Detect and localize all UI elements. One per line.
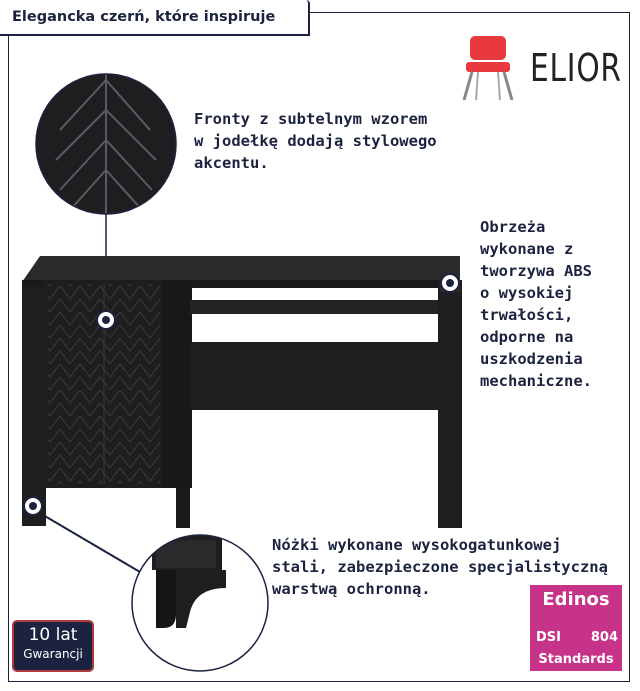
hotspot-edge[interactable] <box>441 274 459 292</box>
edinos-dsi: DSI <box>536 630 561 645</box>
hotspot-front[interactable] <box>97 311 115 329</box>
desk-image <box>22 256 462 528</box>
brand-logo: ELIOR <box>530 46 622 90</box>
page-title: Elegancka czerń, które inspiruje <box>12 9 276 25</box>
warranty-label: Gwarancji <box>23 647 83 661</box>
leg-zoom <box>130 534 270 674</box>
chair-icon <box>464 36 512 100</box>
feature-legs-text: Nóżki wykonane wysokogatunkowej stali, zabezpieczone specjalistyczną warstwą ochronną. <box>272 536 608 598</box>
feature-fronts-text: Fronty z subtelnym wzorem w jodełkę dodają stylowego akcentu. <box>194 110 437 172</box>
edinos-title: Edinos <box>542 589 610 610</box>
warranty-years: 10 lat <box>28 625 78 645</box>
edinos-number: 804 <box>590 630 618 645</box>
warranty-badge <box>12 620 94 672</box>
edinos-standards: Standards <box>538 652 614 667</box>
edinos-badge <box>530 585 622 671</box>
hotspot-leg[interactable] <box>24 497 42 515</box>
front-pattern-zoom <box>30 70 190 220</box>
connector-line <box>38 512 140 572</box>
feature-edges-text: Obrzeża wykonane z tworzywa ABS o wysokiej trwałości, odporne na uszkodzenia mechaniczne. <box>480 218 592 390</box>
